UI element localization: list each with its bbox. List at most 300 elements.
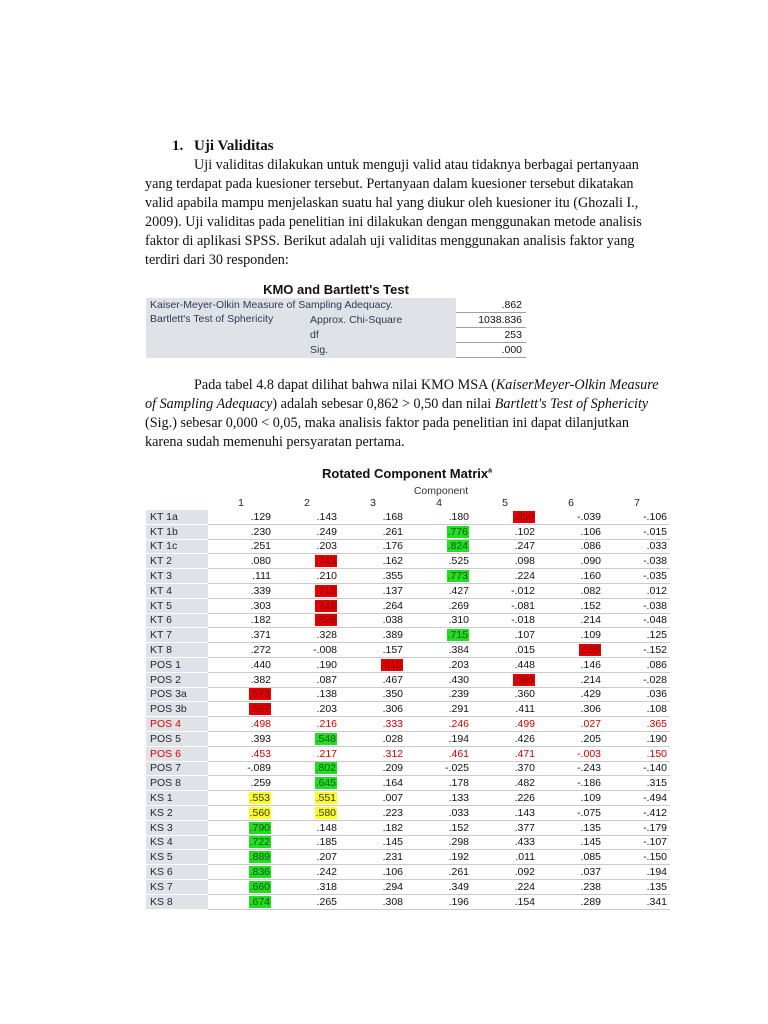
loading-cell: .216 <box>274 717 340 732</box>
matrix-row <box>146 569 670 584</box>
loading-cell: -.012 <box>472 583 538 598</box>
loading-cell: .429 <box>538 687 604 702</box>
item-label: KS 1 <box>146 791 208 806</box>
highlighted-loading: .573 <box>249 688 270 701</box>
kmo-measure-value: .862 <box>456 298 526 313</box>
loading-cell: -.150 <box>604 850 670 865</box>
loading-cell: -.048 <box>604 613 670 628</box>
matrix-row <box>146 598 670 613</box>
loading-cell: .370 <box>472 761 538 776</box>
matrix-row <box>146 613 670 628</box>
loading-cell: .086 <box>538 539 604 554</box>
loading-cell: .310 <box>406 613 472 628</box>
loading-cell: -.038 <box>604 598 670 613</box>
component-col-5: 5 <box>502 497 508 509</box>
loading-cell: .135 <box>604 879 670 894</box>
loading-cell: .265 <box>274 894 340 909</box>
loading-cell: .231 <box>340 850 406 865</box>
loading-cell: .082 <box>538 583 604 598</box>
loading-cell: .015 <box>472 643 538 658</box>
para2-italic-2: Bartlett's Test of Sphericity <box>494 396 649 412</box>
loading-cell: -.412 <box>604 805 670 820</box>
loading-cell: -.494 <box>604 791 670 806</box>
loading-cell: .182 <box>208 613 274 628</box>
loading-cell: .080 <box>208 554 274 569</box>
rcm-corner-cell <box>146 496 208 510</box>
highlighted-loading: .610 <box>381 658 402 671</box>
loading-cell: .289 <box>538 894 604 909</box>
loading-cell <box>406 628 472 643</box>
highlighted-loading: .790 <box>249 821 270 834</box>
loading-cell: .125 <box>604 628 670 643</box>
item-label: POS 8 <box>146 776 208 791</box>
loading-cell: .238 <box>538 879 604 894</box>
component-col-3: 3 <box>370 497 376 509</box>
loading-cell: .377 <box>472 820 538 835</box>
matrix-row <box>146 805 670 820</box>
loading-cell <box>274 613 340 628</box>
loading-cell <box>208 820 274 835</box>
kmo-interpretation-paragraph <box>145 376 665 452</box>
loading-cell: .036 <box>604 687 670 702</box>
loading-cell: -.140 <box>604 761 670 776</box>
para2-text-2: ) adalah sebesar 0,862 > 0,50 dan nilai <box>272 396 495 412</box>
loading-cell <box>208 835 274 850</box>
loading-cell: .185 <box>274 835 340 850</box>
highlighted-loading: .836 <box>249 866 270 879</box>
loading-cell <box>472 510 538 524</box>
section-heading <box>172 138 274 155</box>
loading-cell <box>208 805 274 820</box>
loading-cell: .203 <box>274 539 340 554</box>
chi-square-label: Approx. Chi-Square <box>306 313 456 328</box>
loading-cell: .365 <box>604 717 670 732</box>
loading-cell: .251 <box>208 539 274 554</box>
loading-cell: .102 <box>472 524 538 539</box>
loading-cell: .011 <box>472 850 538 865</box>
loading-cell: .312 <box>340 746 406 761</box>
loading-cell: .427 <box>406 583 472 598</box>
loading-cell: -.035 <box>604 569 670 584</box>
loading-cell: .389 <box>340 628 406 643</box>
loading-cell: .205 <box>538 731 604 746</box>
loading-cell: .203 <box>274 702 340 717</box>
para2-italic-1: KaiserMeyer-Olkin Measure of Sampling Adequacy <box>145 377 659 412</box>
loading-cell: -.018 <box>472 613 538 628</box>
loading-cell: .143 <box>472 805 538 820</box>
loading-cell: .303 <box>208 598 274 613</box>
loading-cell: .192 <box>406 850 472 865</box>
loading-cell: -.089 <box>208 761 274 776</box>
loading-cell: .333 <box>340 717 406 732</box>
loading-cell: -.008 <box>274 643 340 658</box>
loading-cell: .178 <box>406 776 472 791</box>
loading-cell <box>406 539 472 554</box>
loading-cell: .360 <box>472 687 538 702</box>
loading-cell: .426 <box>472 731 538 746</box>
loading-cell: .152 <box>538 598 604 613</box>
loading-cell <box>406 524 472 539</box>
loading-cell <box>208 894 274 909</box>
highlighted-loading: .645 <box>315 777 336 790</box>
item-label: KT 2 <box>146 554 208 569</box>
highlighted-loading: .850 <box>513 510 534 523</box>
highlighted-loading: .748 <box>315 599 336 612</box>
rcm-table-title <box>146 466 668 481</box>
item-label: KT 6 <box>146 613 208 628</box>
loading-cell: .109 <box>538 791 604 806</box>
loading-cell: .339 <box>208 583 274 598</box>
loading-cell: .137 <box>340 583 406 598</box>
loading-cell <box>274 761 340 776</box>
sig-value: .000 <box>456 343 526 358</box>
loading-cell: .028 <box>340 731 406 746</box>
loading-cell: .152 <box>406 820 472 835</box>
item-label: KT 1b <box>146 524 208 539</box>
loading-cell: .525 <box>406 554 472 569</box>
loading-cell: -.186 <box>538 776 604 791</box>
matrix-row <box>146 835 670 850</box>
loading-cell <box>208 879 274 894</box>
item-label: KS 7 <box>146 879 208 894</box>
loading-cell: .111 <box>208 569 274 584</box>
highlighted-loading: .655 <box>579 644 600 657</box>
highlighted-loading: .674 <box>249 895 270 908</box>
loading-cell: .448 <box>472 657 538 672</box>
highlighted-loading: .802 <box>315 762 336 775</box>
loading-cell: .207 <box>274 850 340 865</box>
matrix-row <box>146 776 670 791</box>
item-label: KT 7 <box>146 628 208 643</box>
loading-cell: .143 <box>274 510 340 524</box>
loading-cell: .249 <box>274 524 340 539</box>
loading-cell: .092 <box>472 865 538 880</box>
loading-cell: -.038 <box>604 554 670 569</box>
loading-cell: .217 <box>274 746 340 761</box>
highlighted-loading: .715 <box>447 629 468 642</box>
matrix-row <box>146 657 670 672</box>
kmo-row <box>146 298 526 313</box>
rcm-title-footnote-mark: a <box>488 467 493 475</box>
loading-cell: .261 <box>340 524 406 539</box>
loading-cell <box>274 598 340 613</box>
matrix-row <box>146 850 670 865</box>
item-label: KS 4 <box>146 835 208 850</box>
loading-cell: .133 <box>406 791 472 806</box>
loading-cell: .203 <box>406 657 472 672</box>
matrix-row <box>146 717 670 732</box>
loading-cell: .038 <box>340 613 406 628</box>
loading-cell: .471 <box>472 746 538 761</box>
loading-cell: .129 <box>208 510 274 524</box>
loading-cell: .033 <box>604 539 670 554</box>
loading-cell <box>208 850 274 865</box>
highlighted-loading: .586 <box>513 673 534 686</box>
matrix-row <box>146 761 670 776</box>
matrix-row <box>146 687 670 702</box>
kmo-measure-label: Kaiser-Meyer-Olkin Measure of Sampling Adequacy. <box>146 298 456 313</box>
loading-cell: -.107 <box>604 835 670 850</box>
rcm-title-text: Rotated Component Matrix <box>321 466 489 481</box>
loading-cell: .033 <box>406 805 472 820</box>
section-title: Uji Validitas <box>194 138 274 154</box>
item-label: POS 4 <box>146 717 208 732</box>
bartlett-chi-row <box>146 313 526 328</box>
matrix-row <box>146 672 670 687</box>
loading-cell: -.039 <box>538 510 604 524</box>
loading-cell: .157 <box>340 643 406 658</box>
para2-text-3: (Sig.) sebesar 0,000 < 0,05, maka analisis faktor pada penelitian ini dapat dilanjutkan karena sudah memenuhi persyaratan pertama. <box>145 415 629 450</box>
loading-cell: .162 <box>340 554 406 569</box>
highlighted-loading: .722 <box>249 836 270 849</box>
loading-cell <box>208 687 274 702</box>
loading-cell <box>208 702 274 717</box>
highlighted-loading: .773 <box>447 570 468 583</box>
loading-cell: .328 <box>274 628 340 643</box>
loading-cell: .194 <box>604 865 670 880</box>
component-col-7: 7 <box>634 497 640 509</box>
loading-cell: .145 <box>340 835 406 850</box>
loading-cell: .223 <box>340 805 406 820</box>
loading-cell <box>208 865 274 880</box>
rotated-component-matrix <box>146 496 670 910</box>
loading-cell: .482 <box>472 776 538 791</box>
item-label: KT 8 <box>146 643 208 658</box>
matrix-row <box>146 746 670 761</box>
highlighted-loading: .580 <box>315 806 336 819</box>
loading-cell: -.152 <box>604 643 670 658</box>
loading-cell: .214 <box>538 672 604 687</box>
loading-cell: -.179 <box>604 820 670 835</box>
loading-cell <box>406 569 472 584</box>
matrix-row <box>146 510 670 524</box>
loading-cell: .176 <box>340 539 406 554</box>
loading-cell: .108 <box>604 702 670 717</box>
highlighted-loading: .548 <box>315 732 336 745</box>
item-label: KT 3 <box>146 569 208 584</box>
loading-cell: .382 <box>208 672 274 687</box>
loading-cell: -.075 <box>538 805 604 820</box>
matrix-row <box>146 524 670 539</box>
loading-cell: .214 <box>538 613 604 628</box>
matrix-row <box>146 894 670 909</box>
loading-cell: .146 <box>538 657 604 672</box>
matrix-row <box>146 554 670 569</box>
loading-cell: .272 <box>208 643 274 658</box>
loading-cell: .150 <box>604 746 670 761</box>
loading-cell: .106 <box>340 865 406 880</box>
loading-cell: .264 <box>340 598 406 613</box>
loading-cell: -.081 <box>472 598 538 613</box>
item-label: KS 5 <box>146 850 208 865</box>
loading-cell: .259 <box>208 776 274 791</box>
component-col-1: 1 <box>238 497 244 509</box>
loading-cell: .012 <box>604 583 670 598</box>
loading-cell: .230 <box>208 524 274 539</box>
loading-cell: -.003 <box>538 746 604 761</box>
loading-cell <box>472 672 538 687</box>
intro-paragraph: Uji validitas dilakukan untuk menguji valid atau tidaknya berbagai pertanyaan yang terdapat pada kuesioner tersebut. Pertanyaan dalam kuesioner tersebut dikatakan valid apabila mampu menjelaskan suatu hal yang diukur oleh kuesioner itu (Ghozali I., 2009). Uji validitas pada penelitian ini dilakukan dengan menggunakan metode analisis faktor di aplikasi SPSS. Berikut adalah uji validitas menggunakan analisis faktor yang terdiri dari 30 responden: <box>145 157 642 268</box>
matrix-row <box>146 628 670 643</box>
loading-cell: .007 <box>340 791 406 806</box>
item-label: POS 2 <box>146 672 208 687</box>
loading-cell: .461 <box>406 746 472 761</box>
loading-cell: .306 <box>340 702 406 717</box>
loading-cell: .087 <box>274 672 340 687</box>
matrix-row <box>146 791 670 806</box>
component-col-2: 2 <box>304 497 310 509</box>
loading-cell: .135 <box>538 820 604 835</box>
item-label: POS 3b <box>146 702 208 717</box>
loading-cell: .190 <box>274 657 340 672</box>
loading-cell: .190 <box>604 731 670 746</box>
loading-cell: .291 <box>406 702 472 717</box>
component-col-6: 6 <box>568 497 574 509</box>
loading-cell: .269 <box>406 598 472 613</box>
item-label: POS 1 <box>146 657 208 672</box>
loading-cell: .261 <box>406 865 472 880</box>
loading-cell: .168 <box>340 510 406 524</box>
loading-cell: .239 <box>406 687 472 702</box>
highlighted-loading: .560 <box>249 806 270 819</box>
matrix-row <box>146 702 670 717</box>
loading-cell: .086 <box>604 657 670 672</box>
matrix-row <box>146 583 670 598</box>
highlighted-loading: .551 <box>315 792 336 805</box>
loading-cell: .027 <box>538 717 604 732</box>
highlighted-loading: .743 <box>315 555 336 568</box>
kmo-table-title: KMO and Bartlett's Test <box>263 282 409 297</box>
highlighted-loading: .660 <box>249 880 270 893</box>
para2-text-1: Pada tabel 4.8 dapat dilihat bahwa nilai KMO MSA ( <box>194 377 496 393</box>
loading-cell: .090 <box>538 554 604 569</box>
loading-cell: .098 <box>472 554 538 569</box>
item-label: KT 1a <box>146 510 208 524</box>
loading-cell <box>274 805 340 820</box>
bartlett-label: Bartlett's Test of Sphericity <box>146 313 306 358</box>
loading-cell <box>208 791 274 806</box>
loading-cell <box>340 657 406 672</box>
loading-cell: .224 <box>472 569 538 584</box>
chi-square-value: 1038.836 <box>456 313 526 328</box>
loading-cell: .393 <box>208 731 274 746</box>
loading-cell <box>274 791 340 806</box>
loading-cell: .085 <box>538 850 604 865</box>
highlighted-loading: .587 <box>249 703 270 716</box>
sig-label: Sig. <box>306 343 456 358</box>
loading-cell: .138 <box>274 687 340 702</box>
loading-cell: .298 <box>406 835 472 850</box>
loading-cell: .384 <box>406 643 472 658</box>
loading-cell: .430 <box>406 672 472 687</box>
loading-cell: .160 <box>538 569 604 584</box>
loading-cell: .107 <box>472 628 538 643</box>
loading-cell: .318 <box>274 879 340 894</box>
loading-cell: .148 <box>274 820 340 835</box>
item-label: POS 5 <box>146 731 208 746</box>
loading-cell: .037 <box>538 865 604 880</box>
loading-cell: .180 <box>406 510 472 524</box>
loading-cell: -.025 <box>406 761 472 776</box>
loading-cell: .224 <box>472 879 538 894</box>
loading-cell <box>274 731 340 746</box>
loading-cell: .350 <box>340 687 406 702</box>
item-label: KS 6 <box>146 865 208 880</box>
highlighted-loading: .776 <box>447 525 468 538</box>
df-label: df <box>306 328 456 343</box>
loading-cell: .440 <box>208 657 274 672</box>
loading-cell <box>274 554 340 569</box>
highlighted-loading: .828 <box>315 614 336 627</box>
loading-cell: .246 <box>406 717 472 732</box>
loading-cell: .164 <box>340 776 406 791</box>
loading-cell <box>274 583 340 598</box>
item-label: POS 3a <box>146 687 208 702</box>
loading-cell: .210 <box>274 569 340 584</box>
kmo-table <box>146 298 526 358</box>
loading-cell: -.015 <box>604 524 670 539</box>
item-label: KS 3 <box>146 820 208 835</box>
loading-cell: .182 <box>340 820 406 835</box>
item-label: KT 4 <box>146 583 208 598</box>
loading-cell: .371 <box>208 628 274 643</box>
loading-cell: .294 <box>340 879 406 894</box>
item-label: KS 8 <box>146 894 208 909</box>
component-header: Component <box>413 485 469 497</box>
loading-cell: .196 <box>406 894 472 909</box>
loading-cell: .106 <box>538 524 604 539</box>
rcm-header-row <box>146 496 670 510</box>
highlighted-loading: .889 <box>249 851 270 864</box>
loading-cell: .499 <box>472 717 538 732</box>
loading-cell: .433 <box>472 835 538 850</box>
loading-cell: .498 <box>208 717 274 732</box>
loading-cell: -.106 <box>604 510 670 524</box>
loading-cell: .315 <box>604 776 670 791</box>
item-label: KT 1c <box>146 539 208 554</box>
item-label: POS 7 <box>146 761 208 776</box>
loading-cell: .242 <box>274 865 340 880</box>
component-col-4: 4 <box>436 497 442 509</box>
matrix-row <box>146 643 670 658</box>
loading-cell: -.243 <box>538 761 604 776</box>
loading-cell: .247 <box>472 539 538 554</box>
df-value: 253 <box>456 328 526 343</box>
loading-cell: .306 <box>538 702 604 717</box>
matrix-row <box>146 731 670 746</box>
highlighted-loading: .824 <box>447 540 468 553</box>
item-label: KT 5 <box>146 598 208 613</box>
loading-cell <box>538 643 604 658</box>
loading-cell: .453 <box>208 746 274 761</box>
matrix-row <box>146 879 670 894</box>
highlighted-loading: .713 <box>315 584 336 597</box>
item-label: KS 2 <box>146 805 208 820</box>
loading-cell: .209 <box>340 761 406 776</box>
loading-cell: .308 <box>340 894 406 909</box>
loading-cell: .349 <box>406 879 472 894</box>
loading-cell: .411 <box>472 702 538 717</box>
loading-cell: .226 <box>472 791 538 806</box>
matrix-row <box>146 865 670 880</box>
loading-cell: .467 <box>340 672 406 687</box>
loading-cell: .145 <box>538 835 604 850</box>
loading-cell: .109 <box>538 628 604 643</box>
item-label: POS 6 <box>146 746 208 761</box>
loading-cell: .341 <box>604 894 670 909</box>
matrix-row <box>146 539 670 554</box>
loading-cell <box>274 776 340 791</box>
